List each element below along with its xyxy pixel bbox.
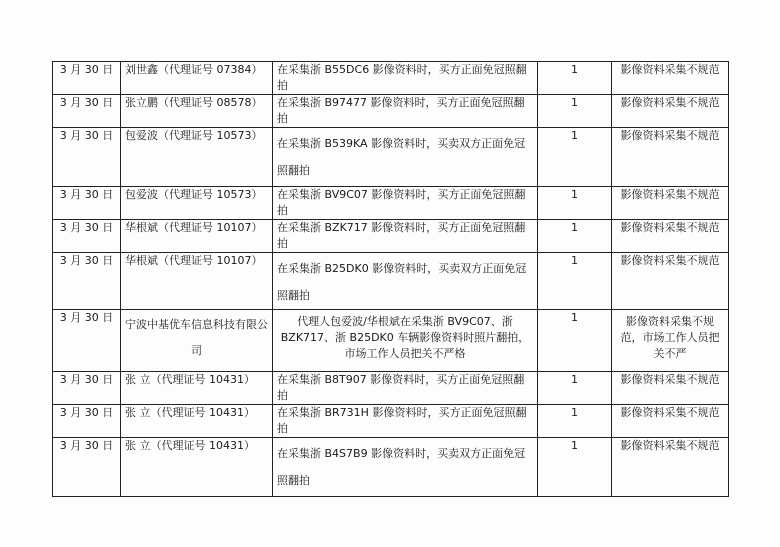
row-count: 1: [538, 187, 612, 220]
table-row: [53, 310, 729, 372]
row-person: 华根斌（代理证号 10107）: [121, 253, 273, 310]
row-person: 张 立（代理证号 10431）: [121, 372, 273, 405]
row-date: 3 月 30 日: [53, 187, 121, 220]
row-person: 张立鹏（代理证号 08578）: [121, 95, 273, 128]
row-result: 影像资料采集不规范: [612, 405, 729, 438]
row-result: 影像资料采集不规范，市场工作人员把关不严: [612, 310, 729, 372]
row-description: 在采集浙 B8T907 影像资料时，买方正面免冠照翻拍: [273, 372, 538, 405]
row-date: 3 月 30 日: [53, 253, 121, 310]
row-date: 3 月 30 日: [53, 128, 121, 187]
row-count: 1: [538, 220, 612, 253]
violation-records-table: [52, 61, 729, 497]
row-description: 在采集浙 B539KA 影像资料时，买卖双方正面免冠照翻拍: [273, 128, 538, 187]
table-row: [53, 253, 729, 310]
row-result: 影像资料采集不规范: [612, 95, 729, 128]
row-description: 在采集浙 BZK717 影像资料时，买方正面免冠照翻拍: [273, 220, 538, 253]
row-date: 3 月 30 日: [53, 220, 121, 253]
table-row: [53, 372, 729, 405]
row-count: 1: [538, 128, 612, 187]
row-result: 影像资料采集不规范: [612, 220, 729, 253]
table-row: [53, 438, 729, 497]
row-person: 张 立（代理证号 10431）: [121, 438, 273, 497]
row-result: 影像资料采集不规范: [612, 438, 729, 497]
row-person: 张 立（代理证号 10431）: [121, 405, 273, 438]
row-date: 3 月 30 日: [53, 62, 121, 95]
row-date: 3 月 30 日: [53, 310, 121, 372]
row-person: 包爱波（代理证号 10573）: [121, 187, 273, 220]
row-description: 在采集浙 B97477 影像资料时，买方正面免冠照翻拍: [273, 95, 538, 128]
row-count: 1: [538, 95, 612, 128]
table-row: [53, 95, 729, 128]
row-description: 代理人包爱波/华根斌在采集浙 BV9C07、浙 BZK717、浙 B25DK0 车辆影像资料时照片翻拍，市场工作人员把关不严格: [273, 310, 538, 372]
row-description: 在采集浙 BV9C07 影像资料时，买方正面免冠照翻拍: [273, 187, 538, 220]
table-row: [53, 128, 729, 187]
row-result: 影像资料采集不规范: [612, 372, 729, 405]
row-date: 3 月 30 日: [53, 372, 121, 405]
row-person: 宁波中基优车信息科技有限公司: [121, 310, 273, 372]
row-result: 影像资料采集不规范: [612, 187, 729, 220]
row-person: 包爱波（代理证号 10573）: [121, 128, 273, 187]
row-result: 影像资料采集不规范: [612, 62, 729, 95]
row-result: 影像资料采集不规范: [612, 128, 729, 187]
row-date: 3 月 30 日: [53, 95, 121, 128]
row-description: 在采集浙 B4S7B9 影像资料时，买卖双方正面免冠照翻拍: [273, 438, 538, 497]
row-description: 在采集浙 B25DK0 影像资料时，买卖双方正面免冠照翻拍: [273, 253, 538, 310]
row-count: 1: [538, 253, 612, 310]
row-person: 刘世鑫（代理证号 07384）: [121, 62, 273, 95]
row-count: 1: [538, 405, 612, 438]
row-date: 3 月 30 日: [53, 438, 121, 497]
row-date: 3 月 30 日: [53, 405, 121, 438]
row-person: 华根斌（代理证号 10107）: [121, 220, 273, 253]
row-count: 1: [538, 372, 612, 405]
table-row: [53, 62, 729, 95]
row-count: 1: [538, 62, 612, 95]
row-count: 1: [538, 310, 612, 372]
row-description: 在采集浙 B55DC6 影像资料时，买方正面免冠照翻拍: [273, 62, 538, 95]
row-count: 1: [538, 438, 612, 497]
table-row: [53, 220, 729, 253]
table-row: [53, 405, 729, 438]
row-description: 在采集浙 BR731H 影像资料时，买方正面免冠照翻拍: [273, 405, 538, 438]
table-row: [53, 187, 729, 220]
row-result: 影像资料采集不规范: [612, 253, 729, 310]
